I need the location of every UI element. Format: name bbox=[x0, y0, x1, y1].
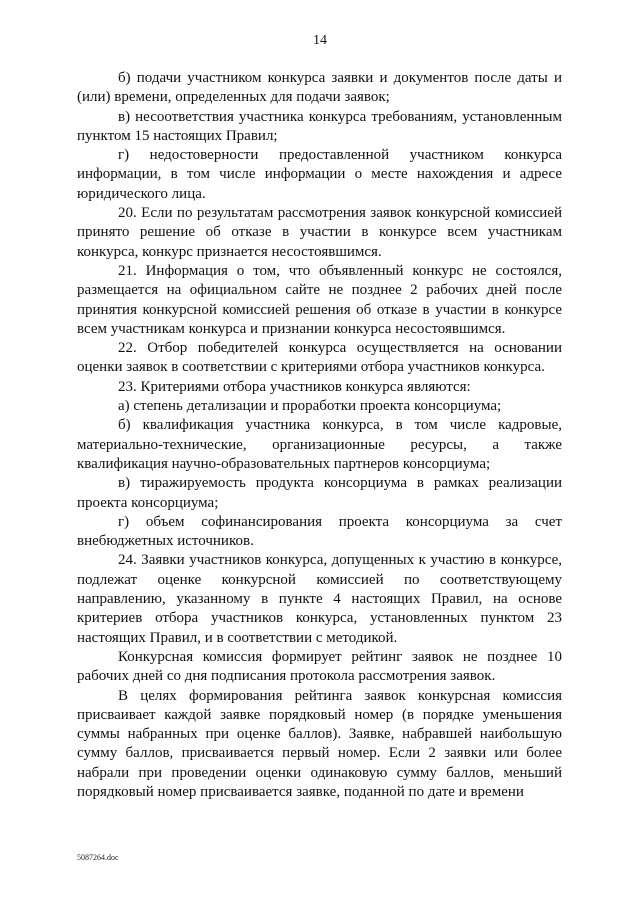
paragraph-23v: в) тиражируемость продукта консорциума в рамках реализации проекта консорциума; bbox=[77, 475, 562, 511]
paragraph-19v: в) несоответствия участника конкурса требованиям, установленным пунктом 15 настоящих Правил; bbox=[77, 108, 562, 144]
paragraph-21: 21. Информация о том, что объявленный конкурс не состоялся, размещается на официальном сайте не позднее 2 рабочих дней после принятия конкурсной комиссией решения об отказе в участии в конкурсе всем участникам конкурса и признании конкурса несостоявшимся. bbox=[77, 262, 562, 337]
document-footer: 5087264.doc bbox=[77, 853, 119, 862]
paragraph-rating-order: В целях формирования рейтинга заявок конкурсная комиссия присваивает каждой заявке порядковый номер (в порядке уменьшения суммы набранных при оценке баллов). Заявке, набравшей наибольшую сумму баллов, присваивается первый номер. Если 2 заявки или более набрали при проведении оценки одинаковую сумму баллов, меньший порядковый номер присваивается заявке, поданной по дате и времени bbox=[77, 687, 562, 800]
paragraph-22: 22. Отбор победителей конкурса осуществляется на основании оценки заявок в соответствии с критериями отбора участников конкурса. bbox=[77, 340, 562, 376]
paragraph-23a: а) степень детализации и проработки проекта консорциума; bbox=[118, 398, 502, 415]
paragraph-23b: б) квалификация участника конкурса, в том числе кадровые, материально-технические, организационные ресурсы, а также квалификация научно-образовательных партнеров консорциума; bbox=[77, 417, 562, 472]
paragraph-23g: г) объем софинансирования проекта консорциума за счет внебюджетных источников. bbox=[77, 513, 562, 550]
document-body bbox=[77, 69, 562, 802]
paragraph-23: 23. Критериями отбора участников конкурса являются: bbox=[118, 378, 471, 395]
paragraph-rating-deadline: Конкурсная комиссия формирует рейтинг заявок не позднее 10 рабочих дней со дня подписания протокола рассмотрения заявок. bbox=[77, 648, 562, 685]
paragraph-19g: г) недостоверности предоставленной участником конкурса информации, в том числе информации о месте нахождения и адресе юридического лица. bbox=[77, 147, 562, 202]
page-number: 14 bbox=[313, 33, 327, 48]
paragraph-19b: б) подачи участником конкурса заявки и документов после даты и (или) времени, определенных для подачи заявок; bbox=[77, 70, 562, 106]
paragraph-24: 24. Заявки участников конкурса, допущенных к участию в конкурсе, подлежат оценке конкурсной комиссией по соответствующему направлению, указанному в пункте 4 настоящих Правил, на основе критериев отбора участников конкурса, установленных пунктом 23 настоящих Правил, и в соответствии с методикой. bbox=[77, 552, 562, 646]
paragraph-20: 20. Если по результатам рассмотрения заявок конкурсной комиссией принято решение об отказе в участии в конкурсе всем участникам конкурса, конкурс признается несостоявшимся. bbox=[77, 205, 562, 260]
